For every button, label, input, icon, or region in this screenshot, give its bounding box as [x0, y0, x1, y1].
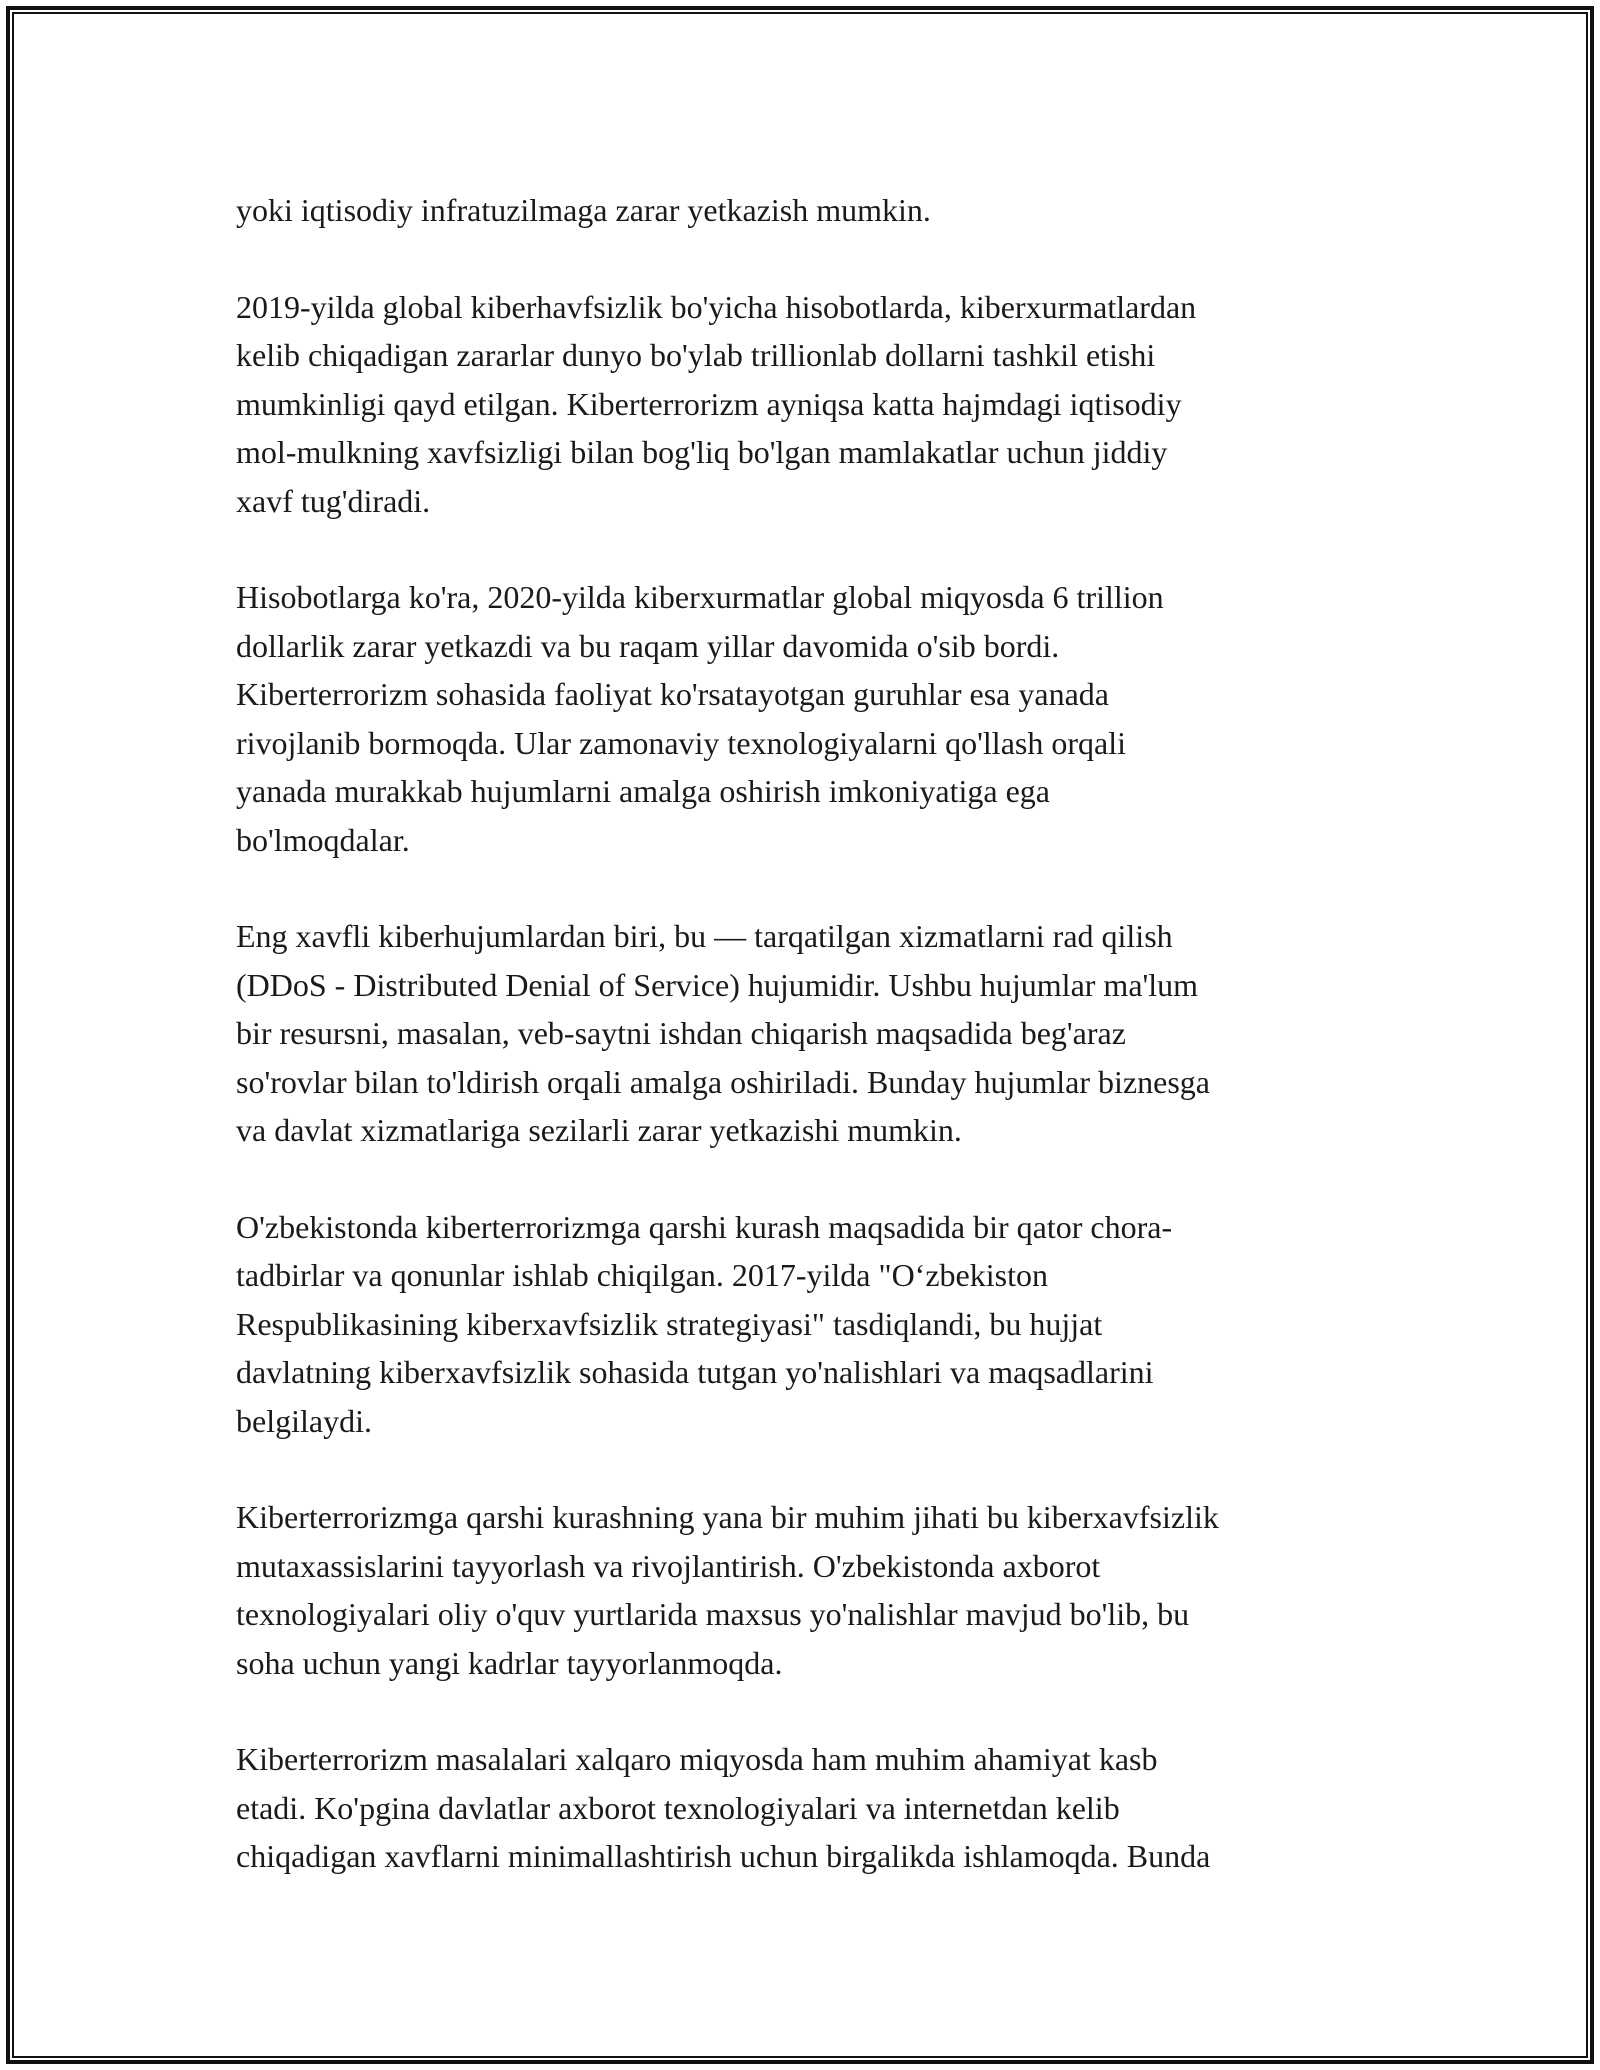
paragraph-6: Kiberterrorizmga qarshi kurashning yana bir muhim jihati bu kiberxavfsizlik mutaxassislarini tayyorlash va rivojlantirish. O'zbekistonda axborot texnologiyalari oliy o'quv yurtlarida maxsus yo'nalishlar mavjud bo'lib, bu soha uchun yangi kadrlar tayyorlanmoqda.: [236, 1499, 1219, 1681]
paragraph-5: O'zbekistonda kiberterrorizmga qarshi kurash maqsadida bir qator chora- tadbirlar va qonunlar ishlab chiqilgan. 2017-yilda "O‘zbekiston Respublikasining kiberxavfsizlik strategiyasi" tasdiqlandi, bu hujjat davlatning kiberxavfsizlik sohasida tutgan yo'nalishlari va maqsadlarini belgilaydi.: [236, 1208, 1173, 1439]
paragraph-1: yoki iqtisodiy infratuzilmaga zarar yetkazish mumkin.: [236, 192, 931, 228]
paragraph-7: Kiberterrorizm masalalari xalqaro miqyosda ham muhim ahamiyat kasb etadi. Ko'pgina davlatlar axborot texnologiyalari va internetdan kelib chiqadigan xavflarni minimallashtirish uchun birgalikda ishlamoqda. Bunda: [236, 1741, 1211, 1874]
paragraph-4: Eng xavfli kiberhujumlardan biri, bu — tarqatilgan xizmatlarni rad qilish (DDoS - Distributed Denial of Service) hujumidir. Ushbu hujumlar ma'lum bir resursni, masalan, veb-saytni ishdan chiqarish maqsadida beg'araz so'rovlar bilan to'ldirish orqali amalga oshiriladi. Bunday hujumlar biznesga va davlat xizmatlariga sezilarli zarar yetkazishi mumkin.: [236, 918, 1210, 1148]
document-body: [236, 186, 1386, 1929]
paragraph-2: 2019-yilda global kiberhavfsizlik bo'yicha hisobotlarda, kiberxurmatlardan kelib chiqadigan zararlar dunyo bo'ylab trillionlab dollarni tashkil etishi mumkinligi qayd etilgan. Kiberterrorizm ayniqsa katta hajmdagi iqtisodiy mol-mulkning xavfsizligi bilan bog'liq bo'lgan mamlakatlar uchun jiddiy xavf tug'diradi.: [236, 288, 1197, 519]
paragraph-3: Hisobotlarga ko'ra, 2020-yilda kiberxurmatlar global miqyosda 6 trillion dollarlik zarar yetkazdi va bu raqam yillar davomida o'sib bordi. Kiberterrorizm sohasida faoliyat ko'rsatayotgan guruhlar esa yanada rivojlanib bormoqda. Ular zamonaviy texnologiyalarni qo'llash orqali yanada murakkab hujumlarni amalga oshirish imkoniyatiga ega bo'lmoqdalar.: [236, 579, 1164, 858]
